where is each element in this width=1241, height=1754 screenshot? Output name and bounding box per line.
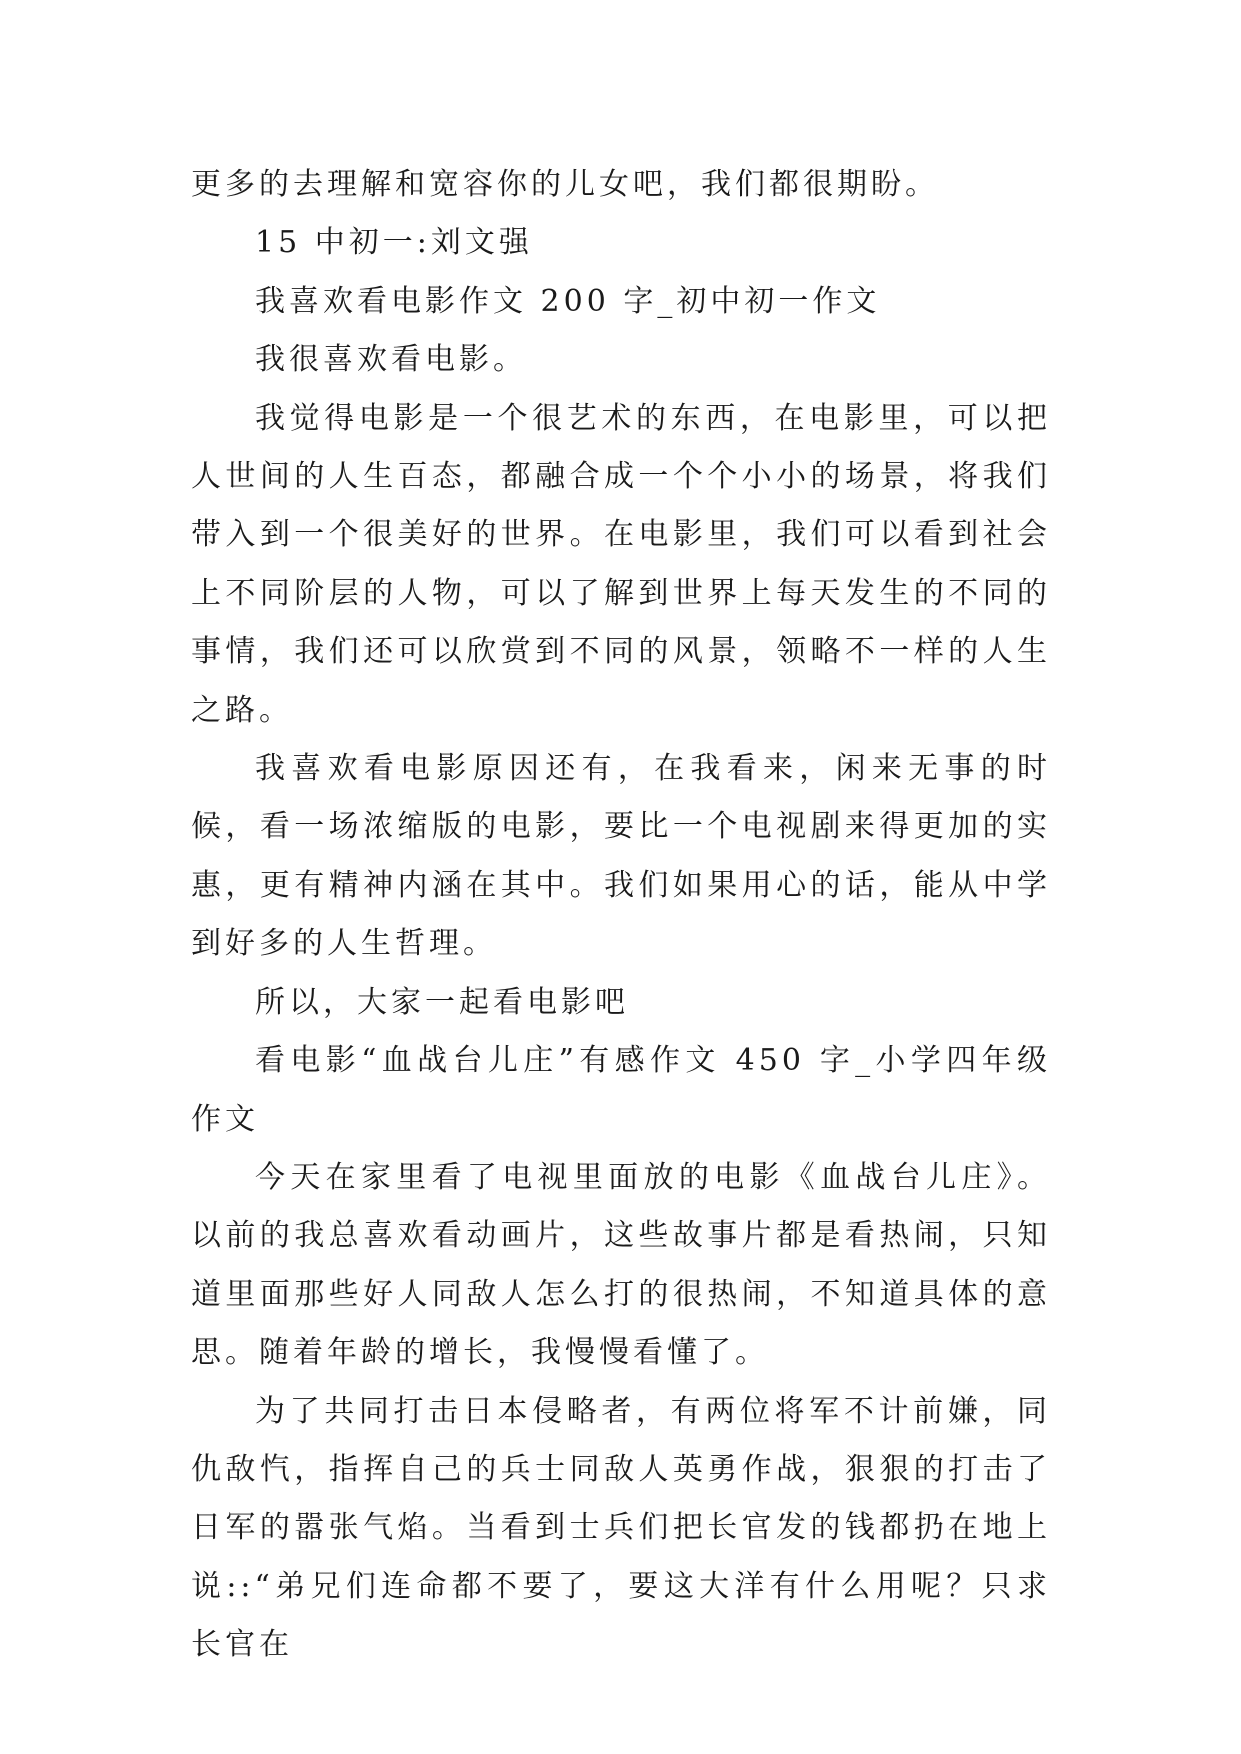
paragraph-6: 我喜欢看电影原因还有，在我看来，闲来无事的时候，看一场浓缩版的电影，要比一个电视剧来得更加的实惠，更有精神内涵在其中。我们如果用心的话，能从中学到好多的人生哲理。: [191, 751, 1051, 962]
paragraph-1: 更多的去理解和宽容你的儿女吧，我们都很期盼。: [191, 167, 939, 202]
paragraph-2: 15 中初一:刘文强: [255, 225, 533, 261]
paragraph-8: 看电影“血战台儿庄”有感作文 450 字_小学四年级作文: [191, 1043, 1051, 1137]
paragraph-10: 为了共同打击日本侵略者，有两位将军不计前嫌，同仇敌忾，指挥自己的兵士同敌人英勇作战，狠狠的打击了日军的嚣张气焰。当看到士兵们把长官发的钱都扔在地上说::“弟兄们连命都不要了，要这大洋有什么用呢？只求长官在: [191, 1393, 1051, 1663]
document-page: [191, 156, 1051, 1675]
paragraph-3: 我喜欢看电影作文 200 字_初中初一作文: [255, 283, 881, 319]
paragraph-5: 我觉得电影是一个很艺术的东西，在电影里，可以把人世间的人生百态，都融合成一个个小小的场景，将我们带入到一个很美好的世界。在电影里，我们可以看到社会上不同阶层的人物，可以了解到世界上每天发生的不同的事情，我们还可以欣赏到不同的风景，领略不一样的人生之路。: [191, 400, 1051, 728]
paragraph-4: 我很喜欢看电影。: [255, 342, 527, 378]
paragraph-9: 今天在家里看了电视里面放的电影《血战台儿庄》。以前的我总喜欢看动画片，这些故事片都是看热闹，只知道里面那些好人同敌人怎么打的很热闹，不知道具体的意思。随着年龄的增长，我慢慢看懂了。: [191, 1159, 1051, 1371]
paragraph-7: 所以，大家一起看电影吧: [255, 984, 629, 1020]
